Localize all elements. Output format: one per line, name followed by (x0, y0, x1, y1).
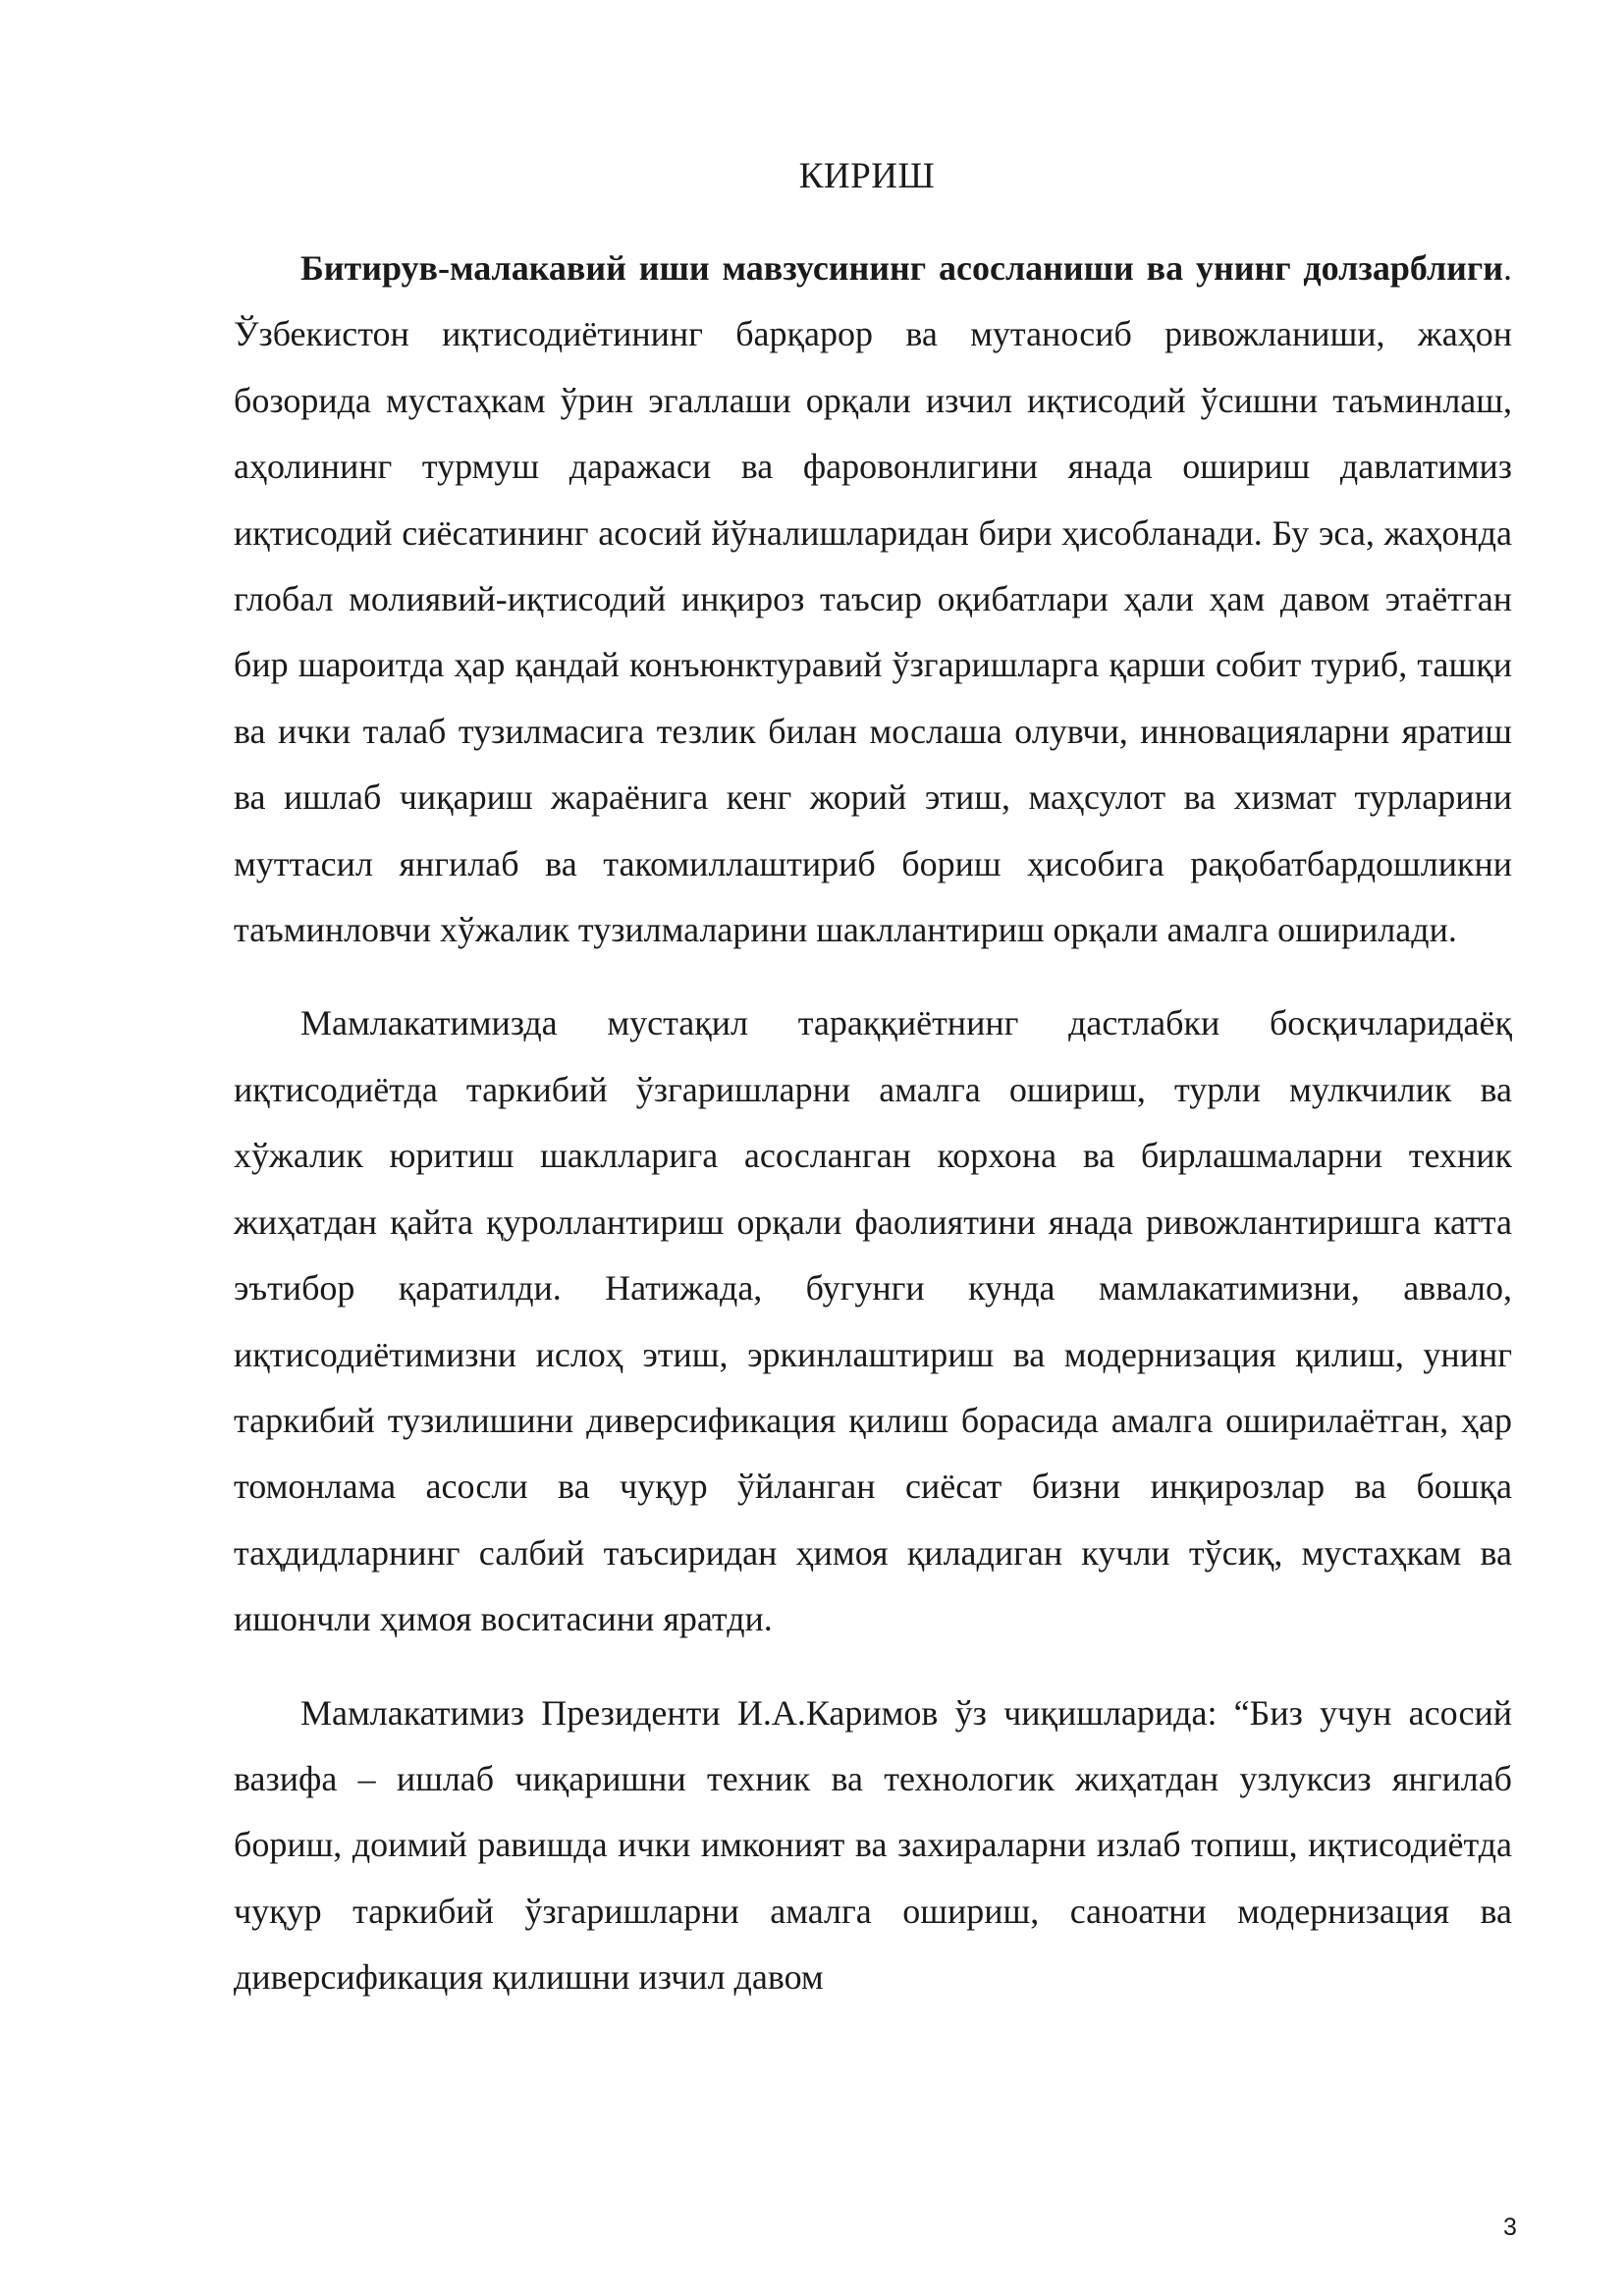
page-number: 3 (1503, 2214, 1517, 2241)
page-title: КИРИШ (798, 156, 936, 196)
body-text (234, 236, 1512, 2011)
paragraph-1-bold-lead: Битирув-малакавий иши мавзусининг асосланиши ва унинг долзарблиги (300, 248, 1503, 288)
paragraph-2: Мамлакатимизда мустақил тараққиётнинг дастлабки босқичларидаёқ иқтисодиётда таркибий ўзгаришларни амалга ошириш, турли мулкчилик ва хўжалик юритиш шаклларига асосланган корхона ва бирлашмаларни техник жиҳатдан қайта қуроллантириш орқали фаолиятини янада ривожлантиришга катта эътибор қаратилди. Натижада, бугунги кунда мамлакатимизни, аввало, иқтисодиётимизни ислоҳ этиш, эркинлаштириш ва модернизация қилиш, унинг таркибий тузилишини диверсификация қилиш борасида амалга оширилаётган, ҳар томонлама асосли ва чуқур ўйланган сиёсат бизни инқирозлар ва бошқа таҳдидларнинг салбий таъсиридан ҳимоя қиладиган кучли тўсиқ, мустаҳкам ва ишончли ҳимоя воситасини яратди. (234, 1003, 1512, 1639)
paragraph-1-text: . Ўзбекистон иқтисодиётининг барқарор ва мутаносиб ривожланиши, жаҳон бозорида мустаҳкам ўрин эгаллаши орқали изчил иқтисодий ўсишни таъминлаш, аҳолининг турмуш даражаси ва фаровонлигини янада ошириш давлатимиз иқтисодий сиёсатининг асосий йўналишларидан бири ҳисобланади. Бу эса, жаҳонда глобал молиявий-иқтисодий инқироз таъсир оқибатлари ҳали ҳам давом этаётган бир шароитда ҳар қандай конъюнктуравий ўзгаришларга қарши собит туриб, ташқи ва ички талаб тузилмасига тезлик билан мослаша олувчи, инновацияларни яратиш ва ишлаб чиқариш жараёнига кенг жорий этиш, маҳсулот ва хизмат турларини муттасил янгилаб ва такомиллаштириб бориш ҳисобига рақобатбардошликни таъминловчи хўжалик тузилмаларини шакллантириш орқали амалга оширилади. (234, 248, 1512, 950)
paragraph-3: Мамлакатимиз Президенти И.А.Каримов ўз чиқишларида: “Биз учун асосий вазифа – ишлаб чиқаришни техник ва технологик жиҳатдан узлуксиз янгилаб бориш, доимий равишда ички имконият ва захираларни излаб топиш, иқтисодиётда чуқур таркибий ўзгаришларни амалга ошириш, саноатни модернизация ва диверсификация қилишни изчил давом (234, 1692, 1512, 1998)
paragraph-1 (234, 236, 1512, 963)
